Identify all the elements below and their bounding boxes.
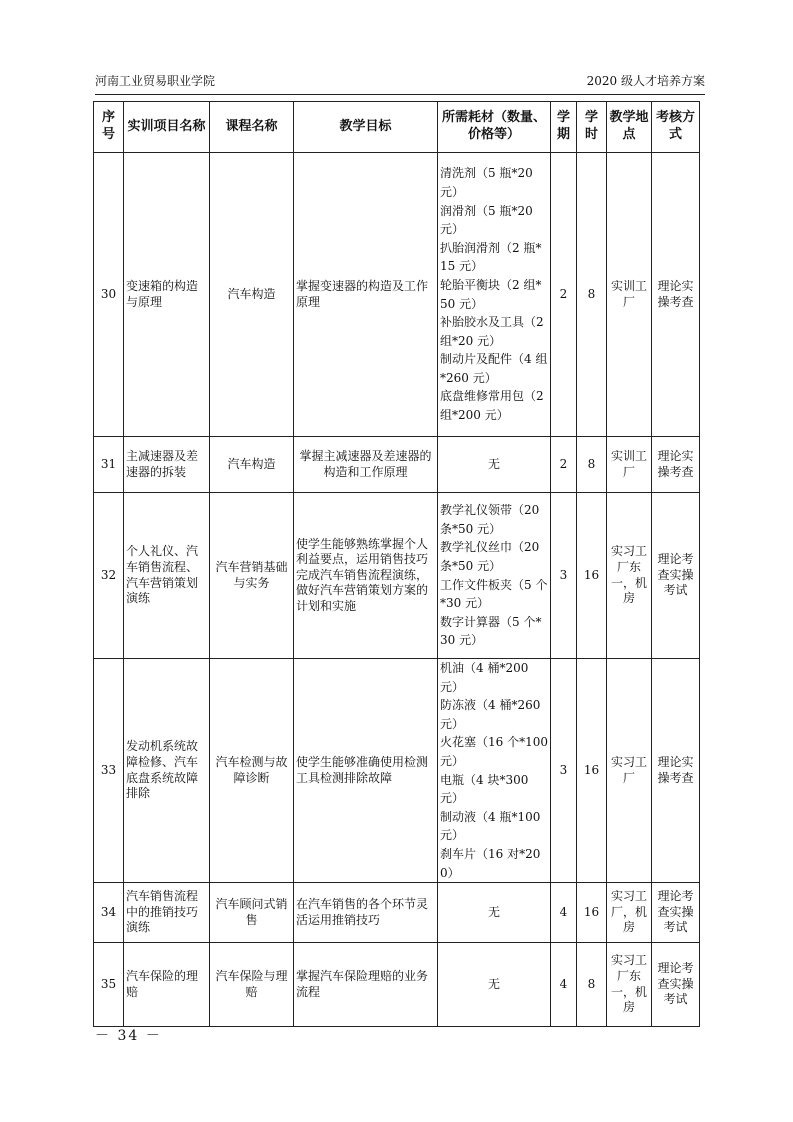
material-item: 电瓶（4 块*300 元） bbox=[440, 772, 529, 806]
row-assessment: 理论考查实操考试 bbox=[652, 883, 700, 943]
row-course: 汽车营销基础与实务 bbox=[210, 493, 294, 659]
row-hours: 16 bbox=[577, 883, 607, 943]
col-header-goal: 教学目标 bbox=[294, 102, 438, 153]
material-item: 教学礼仪领带（20 条*50 元） bbox=[440, 503, 540, 536]
row-assessment: 理论考查实操考试 bbox=[652, 493, 700, 659]
table-row bbox=[94, 659, 700, 883]
table-row bbox=[94, 493, 700, 659]
row-hours: 16 bbox=[577, 659, 607, 883]
row-materials bbox=[438, 153, 551, 437]
material-item: 底盘维修常用包（2 组*200 元） bbox=[440, 389, 544, 423]
col-header-project: 实训项目名称 bbox=[124, 102, 210, 153]
row-hours: 8 bbox=[577, 943, 607, 1027]
row-location: 实训工厂 bbox=[607, 153, 652, 437]
row-course: 汽车保险与理赔 bbox=[210, 943, 294, 1027]
row-course: 汽车构造 bbox=[210, 437, 294, 493]
row-num: 34 bbox=[94, 883, 124, 943]
row-term: 4 bbox=[551, 943, 577, 1027]
material-item: 轮胎平衡块（2 组*50 元） bbox=[440, 277, 542, 311]
header-doc-title: 2020 级人才培养方案 bbox=[586, 74, 705, 88]
col-header-term: 学期 bbox=[551, 102, 577, 153]
row-assessment: 理论实操考查 bbox=[652, 659, 700, 883]
header-school-name: 河南工业贸易职业学院 bbox=[95, 74, 216, 88]
table-row bbox=[94, 943, 700, 1027]
material-item: 补胎胶水及工具（2 组*20 元） bbox=[440, 315, 544, 348]
col-header-materials: 所需耗材（数量、价格等） bbox=[438, 102, 551, 153]
row-term: 4 bbox=[551, 883, 577, 943]
material-item: 防冻液（4 桶*260 元） bbox=[440, 698, 541, 731]
row-location: 实习工厂东一，机房 bbox=[607, 493, 652, 659]
row-goal: 掌握汽车保险理赔的业务流程 bbox=[294, 943, 438, 1027]
row-num: 32 bbox=[94, 493, 124, 659]
row-course: 汽车顾问式销售 bbox=[210, 883, 294, 943]
row-project: 个人礼仪、汽车销售流程、汽车营销策划演练 bbox=[124, 493, 210, 659]
table-header-row bbox=[94, 102, 700, 153]
row-project: 汽车销售流程中的推销技巧演练 bbox=[124, 883, 210, 943]
material-item: 火花塞（16 个*100 元） bbox=[440, 735, 548, 768]
material-item: 机油（4 桶*200 元） bbox=[440, 661, 529, 694]
row-location: 实习工厂，机房 bbox=[607, 883, 652, 943]
row-hours: 16 bbox=[577, 493, 607, 659]
table-row bbox=[94, 153, 700, 437]
row-course: 汽车构造 bbox=[210, 153, 294, 437]
row-goal: 掌握主减速器及差速器的构造和工作原理 bbox=[294, 437, 438, 493]
row-project: 汽车保险的理赔 bbox=[124, 943, 210, 1027]
material-item: 清洗剂（5 瓶*20 元） bbox=[440, 166, 533, 199]
table-row bbox=[94, 437, 700, 493]
page-header bbox=[95, 72, 705, 92]
row-num: 33 bbox=[94, 659, 124, 883]
row-location: 实训工厂 bbox=[607, 437, 652, 493]
training-table bbox=[93, 101, 700, 1027]
row-project: 主减速器及差速器的拆装 bbox=[124, 437, 210, 493]
col-header-assessment: 考核方式 bbox=[652, 102, 700, 153]
row-assessment: 理论实操考查 bbox=[652, 437, 700, 493]
header-rule bbox=[95, 94, 705, 95]
page-number: － 34 － bbox=[95, 1028, 162, 1044]
row-term: 2 bbox=[551, 437, 577, 493]
row-materials: 无 bbox=[438, 943, 551, 1027]
row-project: 变速箱的构造与原理 bbox=[124, 153, 210, 437]
col-header-hours: 学时 bbox=[577, 102, 607, 153]
row-hours: 8 bbox=[577, 437, 607, 493]
row-materials: 无 bbox=[438, 437, 551, 493]
material-item: 润滑剂（5 瓶*20 元） bbox=[440, 203, 533, 237]
row-goal: 使学生能够准确使用检测工具检测排除故障 bbox=[294, 659, 438, 883]
row-location: 实习工厂东一，机房 bbox=[607, 943, 652, 1027]
row-term: 3 bbox=[551, 659, 577, 883]
row-goal: 掌握变速器的构造及工作原理 bbox=[294, 153, 438, 437]
material-item: 刹车片（16 对*200） bbox=[440, 846, 541, 880]
row-hours: 8 bbox=[577, 153, 607, 437]
material-item: 数字计算器（5 个*30 元） bbox=[440, 614, 542, 648]
row-num: 31 bbox=[94, 437, 124, 493]
col-header-course: 课程名称 bbox=[210, 102, 294, 153]
row-materials bbox=[438, 493, 551, 659]
col-header-num: 序号 bbox=[94, 102, 124, 153]
row-goal: 使学生能够熟练掌握个人利益要点，运用销售技巧完成汽车销售流程演练，做好汽车营销策划方案的计划和实施 bbox=[294, 493, 438, 659]
row-location: 实习工厂 bbox=[607, 659, 652, 883]
row-course: 汽车检测与故障诊断 bbox=[210, 659, 294, 883]
row-project: 发动机系统故障检修、汽车底盘系统故障排除 bbox=[124, 659, 210, 883]
row-assessment: 理论实操考查 bbox=[652, 153, 700, 437]
row-num: 35 bbox=[94, 943, 124, 1027]
row-term: 3 bbox=[551, 493, 577, 659]
table-row bbox=[94, 883, 700, 943]
material-item: 扒胎润滑剂（2 瓶*15 元） bbox=[440, 240, 542, 274]
col-header-location: 教学地点 bbox=[607, 102, 652, 153]
row-materials: 无 bbox=[438, 883, 551, 943]
row-num: 30 bbox=[94, 153, 124, 437]
row-assessment: 理论考查实操考试 bbox=[652, 943, 700, 1027]
row-goal: 在汽车销售的各个环节灵活运用推销技巧 bbox=[294, 883, 438, 943]
material-item: 教学礼仪丝巾（20 条*50 元） bbox=[440, 540, 540, 573]
material-item: 制动液（4 瓶*100 元） bbox=[440, 809, 541, 843]
row-term: 2 bbox=[551, 153, 577, 437]
material-item: 工作文件板夹（5 个*30 元） bbox=[440, 577, 548, 611]
row-materials bbox=[438, 659, 551, 883]
material-item: 制动片及配件（4 组*260 元） bbox=[440, 352, 548, 385]
